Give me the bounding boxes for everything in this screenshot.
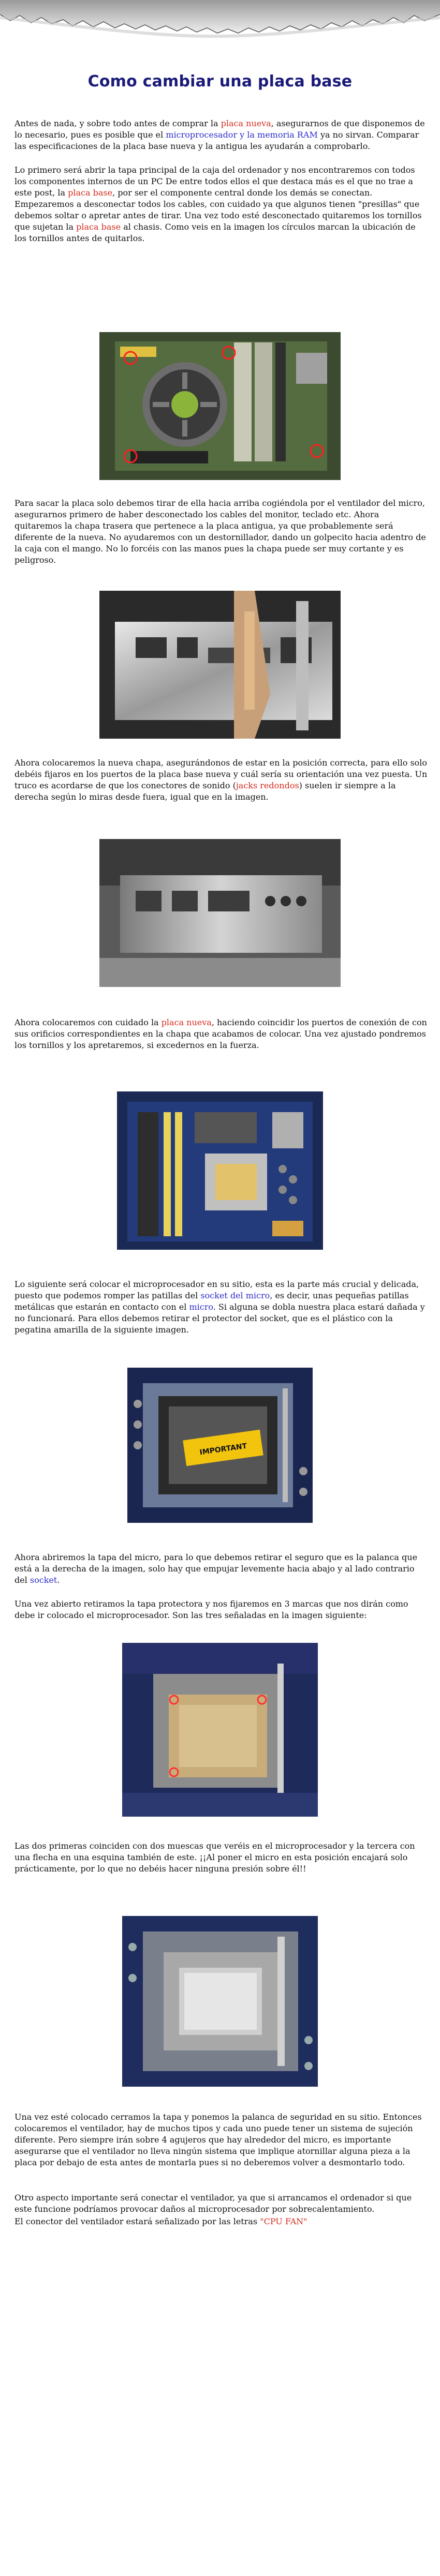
paragraph-text: ya no sirvan. Comparar las especificaciones de la placa base nueva y la antigua les ayudarán a comprobarlo. bbox=[14, 130, 419, 151]
torn-paper-header bbox=[0, 0, 440, 47]
highlighted-text: micro bbox=[189, 1302, 213, 1312]
paragraph-cpu-socket bbox=[14, 1279, 429, 1336]
paragraph-intro bbox=[14, 118, 429, 152]
paragraph-text: Ahora colocaremos la nueva chapa, asegurándonos de estar en la posición correcta, para ello solo debéis fijaros en los puertos de la placa base nueva y cuál sería su orientación una vez puesta. Un truco es acordarse de que los conectores de sonido ( bbox=[14, 758, 428, 790]
paragraph-text: , es decir, unas pequeñas patillas metálicas que estarán en contacto con el bbox=[14, 1291, 409, 1312]
paragraph-text: Las dos primeras coinciden con dos muescas que veréis en el microprocesador y la tercera con una flecha en una esquina también de este. ¡¡Al poner el micro en esta posición encajará solo prácticamente, por lo que no debéis hacer ninguna presión sobre él!! bbox=[14, 1841, 415, 1874]
photo-socket-protector bbox=[127, 1368, 313, 1523]
highlighted-text: socket bbox=[30, 1575, 57, 1585]
photo-open-socket bbox=[122, 1643, 318, 1817]
photo-motherboard-in-case bbox=[99, 332, 341, 480]
highlighted-text: jacks redondos bbox=[236, 781, 299, 790]
paragraph-text: Una vez abierto retiramos la tapa protectora y nos fijaremos en 3 marcas que nos dirán como debe ir colocado el microprocesador. Son las tres señaladas en la imagen siguiente: bbox=[14, 1599, 408, 1620]
paragraph-text: Antes de nada, y sobre todo antes de comprar la bbox=[14, 118, 221, 128]
paragraph-open-lid bbox=[14, 1552, 429, 1586]
highlighted-text: placa nueva bbox=[161, 1017, 212, 1027]
paragraph-text: ) suelen ir siempre a la derecha según lo miras desde fuera, igual que en la imagen. bbox=[14, 781, 396, 802]
photo-remove-back-plate bbox=[99, 591, 341, 739]
highlighted-text: placa base bbox=[68, 188, 113, 198]
photo-cpu-installed bbox=[122, 1916, 318, 2087]
paragraph-text: , por ser el componente central donde los demás se conectan. Empezaremos a desconectar todos los cables, con cuidado ya que algunos tienen "presillas" que debemos soltar o apretar antes de tirar. Una vez todo esté desconectado quitaremos los tornillos que sujetan la bbox=[14, 188, 422, 232]
paragraph-connect-fan bbox=[14, 2192, 429, 2215]
paragraph-text: Para sacar la placa solo debemos tirar de ella hacia arriba cogiéndola por el ventilador del micro, asegurarnos primero de haber desconectado los cables del monitor, teclado etc. Ahora quitaremos la chapa trasera que pertenece a la placa antigua, ya que probablemente será diferente de la nueva. No ayudaremos con un destornillador, dando un golpecito hacia adentro de la caja con el mango. No lo forcéis con las manos pues la chapa puede ser muy cortante y es peligroso. bbox=[14, 498, 426, 565]
paragraph-align-cpu bbox=[14, 1840, 429, 1875]
highlighted-text: placa nueva bbox=[221, 118, 271, 128]
paragraph-marks bbox=[14, 1598, 429, 1621]
paragraph-place-board bbox=[14, 1017, 429, 1051]
highlighted-text: socket del micro bbox=[200, 1291, 270, 1300]
paragraph-text: Lo primero será abrir la tapa principal de la caja del ordenador y nos encontraremos con todos los componentes internos de un PC De entre todos ellos el que destaca más es el que no trae a este post, la bbox=[14, 165, 415, 198]
highlighted-text: microprocesador y la memoria RAM bbox=[166, 130, 318, 140]
paragraph-text: Lo siguiente será colocar el microprocesador en su sitio, esta es la parte más crucial y delicada, puesto que podemos romper las patillas del bbox=[14, 1279, 419, 1300]
paragraph-remove-board bbox=[14, 498, 429, 566]
sticker-label: IMPORTANT bbox=[199, 1442, 248, 1457]
highlighted-text: "CPU FAN" bbox=[260, 2216, 307, 2226]
paragraph-text: . bbox=[57, 1575, 60, 1585]
paragraph-text: Otro aspecto importante será conectar el ventilador, ya que si arrancamos el ordenador si que este funcione podríamos provocar daños al microprocesador por sobrecalentamiento. bbox=[14, 2193, 412, 2214]
paragraph-open-case bbox=[14, 164, 429, 244]
paragraph-new-plate bbox=[14, 757, 429, 803]
page-title: Como cambiar una placa base bbox=[87, 72, 353, 91]
paragraph-text: Ahora abriremos la tapa del micro, para lo que debemos retirar el seguro que es la palanca que está a la derecha de la imagen, solo hay que empujar levemente hacia abajo y al lado contrario del bbox=[14, 1552, 418, 1585]
paragraph-fan bbox=[14, 2111, 429, 2168]
paragraph-text: Una vez esté colocado cerramos la tapa y ponemos la palanca de seguridad en su sitio. Entonces colocaremos el ventilador, hay de muchos tipos y cada uno puede tener un sistema de sujeción diferente. Pero siempre irán sobre 4 agujeros que hay alrededor del micro, es importante asegurarse que el ventilador no lleva ningún sistema que implique atornillar alguna pieza a la placa por debajo de esta antes de montarla pues si no deberemos volver a desmontarlo todo. bbox=[14, 2112, 422, 2167]
paragraph-text: al chasis. Como veis en la imagen los círculos marcan la ubicación de los tornillos antes de quitarlos. bbox=[14, 222, 416, 243]
paragraph-text: , asegurarnos de que disponemos de lo necesario, pues es posible que el bbox=[14, 118, 425, 140]
paragraph-text: . Si alguna se dobla nuestra placa estará dañada y no funcionará. Para ellos debemos retirar el protector del socket, que es el plástico con la pegatina amarilla de la siguiente imagen. bbox=[14, 1302, 425, 1335]
paragraph-text: Ahora colocaremos con cuidado la bbox=[14, 1017, 162, 1027]
paragraph-cpu-fan-label bbox=[14, 2216, 429, 2227]
paragraph-text: El conector del ventilador estará señalizado por las letras bbox=[14, 2216, 260, 2226]
paragraph-text: , haciendo coincidir los puertos de conexión de con sus orificios correspondientes en la chapa que acabamos de colocar. Una vez ajustado pondremos los tornillos y los apretaremos, si excedernos en la fuerza. bbox=[14, 1017, 427, 1050]
highlighted-text: placa base bbox=[76, 222, 121, 232]
photo-new-motherboard bbox=[117, 1091, 323, 1250]
photo-new-back-plate bbox=[99, 839, 341, 987]
